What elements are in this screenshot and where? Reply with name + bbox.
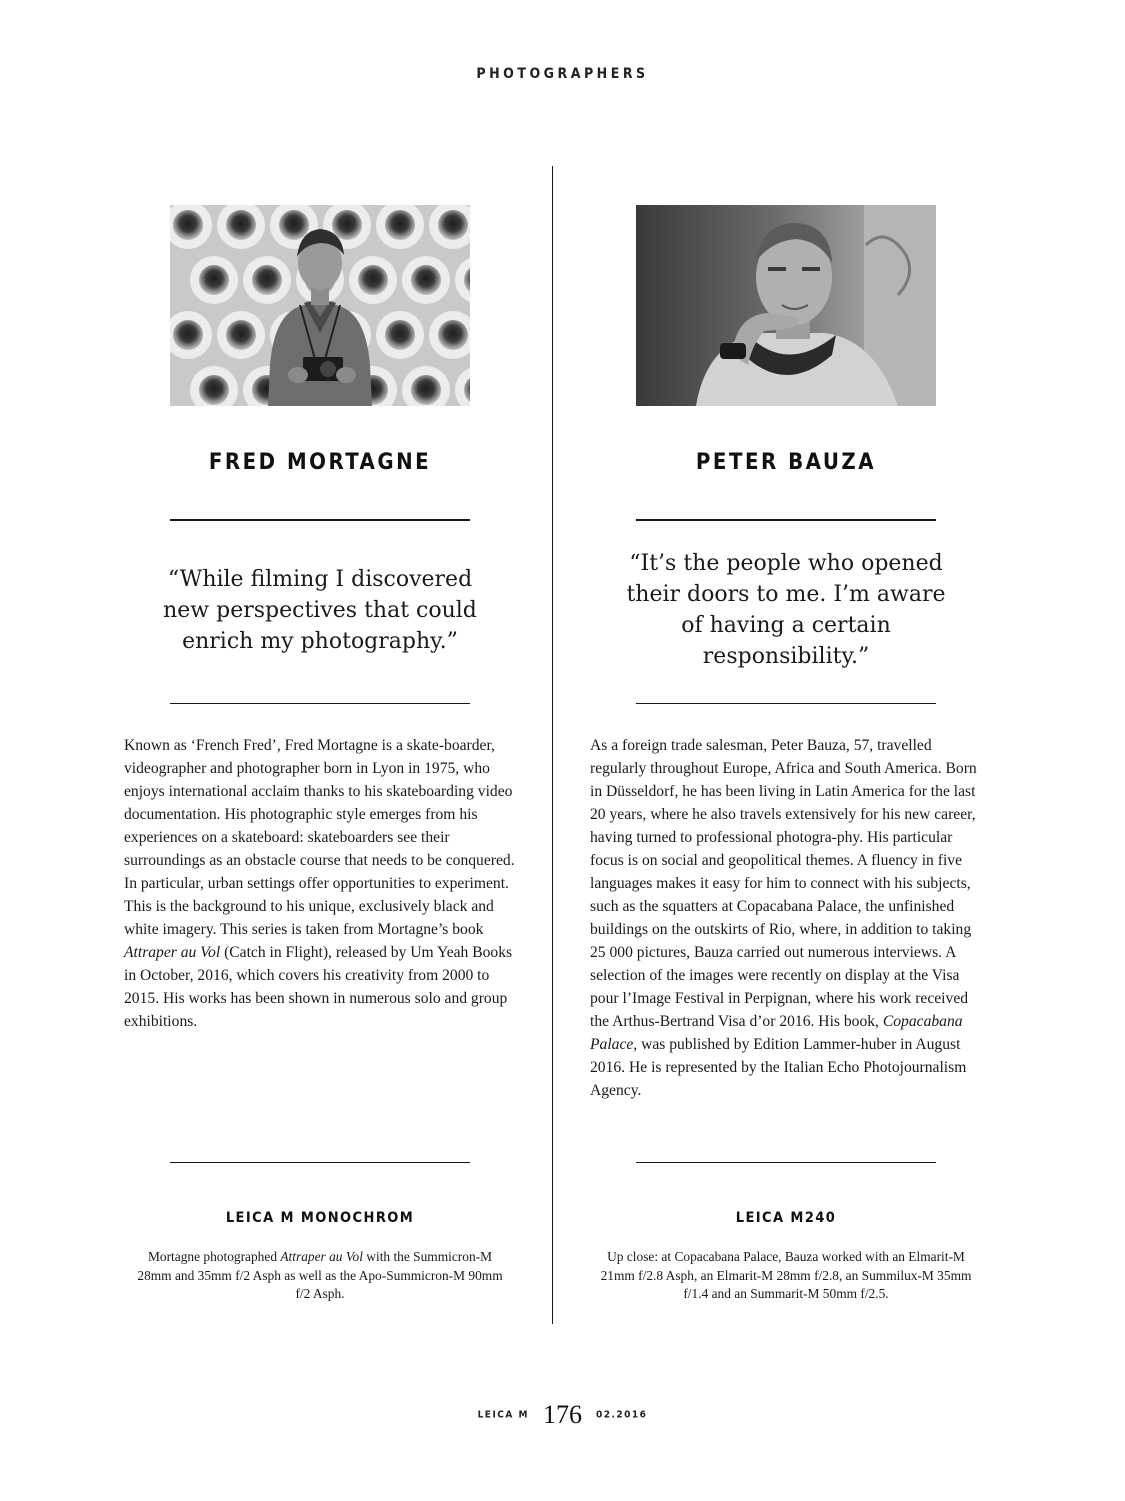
biography-text bbox=[124, 734, 516, 1033]
book-title: Attraper au Vol bbox=[124, 944, 221, 961]
camera-note: Up close: at Copacabana Palace, Bauza worked with an Elmarit-M 21mm f/2.8 Asph, an Elmarit-M 28mm f/2.8, an Summilux-M 35mm f/1.4 and an Summarit-M 50mm f/2.5. bbox=[600, 1249, 972, 1301]
photographer-name: FRED MORTAGNE bbox=[208, 450, 432, 475]
photographer-portrait bbox=[636, 205, 936, 406]
pull-quote bbox=[620, 545, 952, 675]
divider-rule bbox=[170, 703, 470, 704]
camera-name: LEICA M240 bbox=[735, 1210, 837, 1226]
photographer-portrait bbox=[170, 205, 470, 406]
photographer-name: PETER BAUZA bbox=[695, 450, 877, 475]
column-divider bbox=[552, 166, 553, 1324]
bio-text-part: (Catch in Flight), released by Um Yeah Books in October, 2016, which covers his creativity from 2000 to 2015. His works has been shown in numerous solo and group exhibitions. bbox=[124, 944, 513, 1030]
book-title: Copacabana Palace bbox=[590, 1013, 963, 1053]
pull-quote-text: “It’s the people who opened their doors to me. I’m aware of having a certain responsibility.” bbox=[626, 551, 946, 669]
issue-date: 02.2016 bbox=[595, 1409, 648, 1421]
page-number: 176 bbox=[542, 1400, 582, 1429]
biography-text bbox=[590, 734, 982, 1102]
section-label: PHOTOGRAPHERS bbox=[476, 66, 649, 82]
bio-text-part: As a foreign trade salesman, Peter Bauza, 57, travelled regularly throughout Europe, Africa and South America. Born in Düsseldorf, he has been living in Latin America for the last 20 years, where he also travels extensively for his new career, having turned to professional photogra-phy. His particular focus is on social and geopolitical themes. A fluency in five languages makes it easy for him to connect with his subjects, such as the squatters at Copacabana Palace, the unfinished buildings on the outskirts of Rio, where, in addition to taking 25 000 pictures, Bauza carried out numerous interviews. A selection of the images were recently on display at the Visa pour l’Image Festival in Perpignan, where his work received the Arthus-Bertrand Visa d’or 2016. His book, bbox=[590, 737, 977, 1030]
book-title: Attraper au Vol bbox=[280, 1249, 363, 1264]
camera-name: LEICA M MONOCHROM bbox=[225, 1210, 415, 1226]
page-footer bbox=[0, 1400, 1125, 1430]
camera-note bbox=[134, 1248, 506, 1304]
camera-note-part: with the Summicron-M 28mm and 35mm f/2 Asph as well as the Apo-Summicron-M 90mm f/2 Asph. bbox=[137, 1249, 503, 1301]
camera-note-part: Mortagne photographed bbox=[147, 1249, 281, 1264]
divider-rule bbox=[636, 1162, 936, 1163]
divider-rule bbox=[170, 519, 470, 521]
divider-rule bbox=[636, 703, 936, 704]
divider-rule bbox=[636, 519, 936, 521]
pull-quote-text: “While filming I discovered new perspectives that could enrich my photography.” bbox=[163, 566, 477, 654]
bio-text-part: Known as ‘French Fred’, Fred Mortagne is a skate-boarder, videographer and photographer born in Lyon in 1975, who enjoys international acclaim thanks to his skateboarding video documentation. His photographic style emerges from his experiences on a skateboard: skateboarders see their surroundings as an obstacle course that needs to be conquered. In particular, urban settings offer opportunities to experiment. This is the background to his unique, exclusively black and white imagery. This series is taken from Mortagne’s book bbox=[124, 737, 515, 938]
magazine-brand: LEICA M bbox=[477, 1409, 529, 1421]
pull-quote bbox=[154, 560, 486, 660]
divider-rule bbox=[170, 1162, 470, 1163]
bio-text-part: , was published by Edition Lammer-huber in August 2016. He is represented by the Italian Echo Photojournalism Agency. bbox=[590, 1036, 967, 1099]
